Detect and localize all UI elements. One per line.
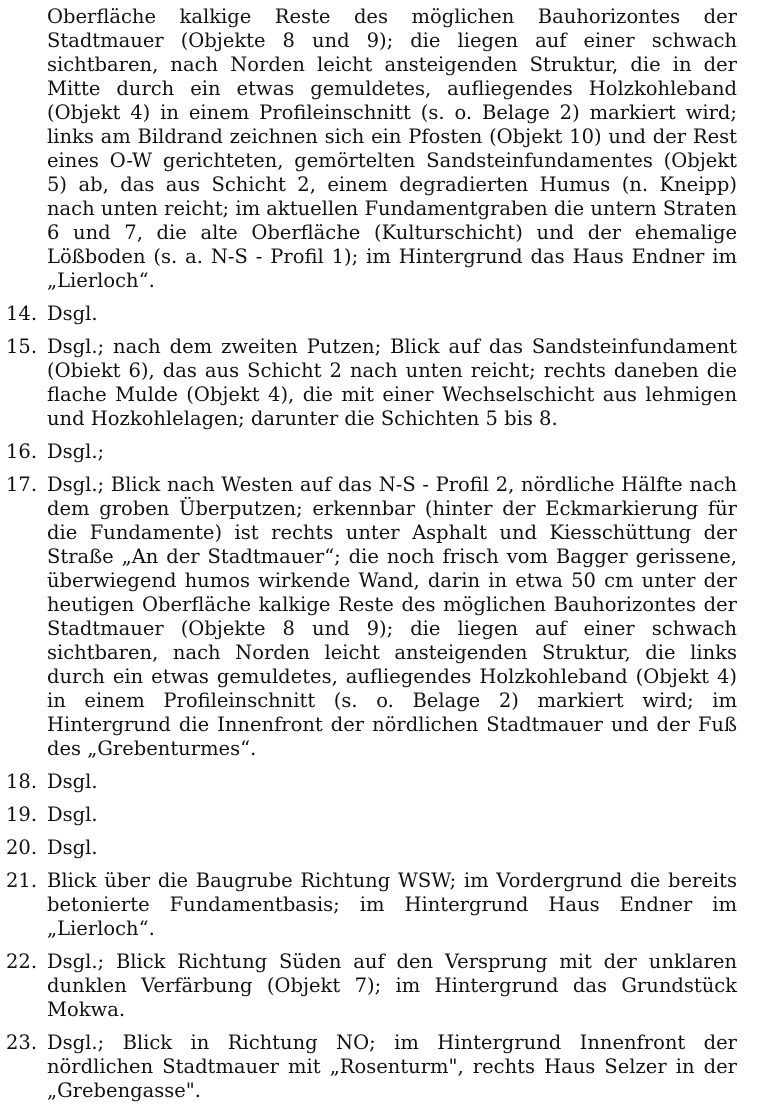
item-number: 17. (6, 473, 38, 496)
continuation-paragraph: Oberfläche kalkige Reste des möglichen Bauhorizontes der Stadtmauer (Objekte 8 und 9); die liegen auf einer schwach sichtbaren, nach Norden leicht ansteigenden Struktur, die in der Mitte durch ein etwas gemuldetes, aufliegendes Holzkohleband (Objekt 4) in einem Profileinschnitt (s. o. Belage 2) markiert wird; links am Bildrand zeichnen sich ein Pfosten (Objekt 10) und der Rest eines O-W gerichteten, gemörtelten Sandsteinfundamentes (Objekt 5) ab, das aus Schicht 2, einem degradierten Humus (n. Kneipp) nach unten reicht; im aktuellen Fundamentgraben die untern Straten 6 und 7, die alte Oberfläche (Kulturschicht) und der ehemalige Lößboden (s. a. N-S - Profil 1); im Hintergrund das Haus Endner im „Lierloch“. (47, 5, 737, 292)
item-text: Dsgl. (47, 302, 98, 325)
list-item (0, 836, 768, 860)
photo-caption-list (0, 302, 768, 1103)
item-number: 23. (6, 1031, 38, 1054)
list-item (0, 869, 768, 941)
list-item (0, 1031, 768, 1103)
list-item (0, 335, 768, 431)
item-number: 22. (6, 950, 38, 973)
item-text: Dsgl.; nach dem zweiten Putzen; Blick auf das Sandsteinfundament (Obiekt 6), das aus Schicht 2 nach unten reicht; rechts daneben die flache Mulde (Objekt 4), die mit einer Wechselschicht aus lehmigen und Hozkohlelagen; darunter die Schichten 5 bis 8. (47, 335, 737, 430)
list-item (0, 770, 768, 794)
item-text: Dsgl.; Blick nach Westen auf das N-S - Profil 2, nördliche Hälfte nach dem groben Überputzen; erkennbar (hinter der Eckmarkierung für die Fundamente) ist rechts unter Asphalt und Kiesschüttung der Straße „An der Stadtmauer“; die noch frisch vom Bagger gerissene, überwiegend humos wirkende Wand, darin in etwa 50 cm unter der heutigen Oberfläche kalkige Reste des möglichen Bauhorizontes der Stadtmauer (Objekte 8 und 9); die liegen auf einer schwach sichtbaren, nach Norden leicht ansteigenden Struktur, die links durch ein etwas gemuldetes, aufliegendes Holzkohleband (Objekt 4) in einem Profileinschnitt (s. o. Belage 2) markiert wird; im Hintergrund die Innenfront der nördlichen Stadtmauer und der Fuß des „Grebenturmes“. (47, 473, 737, 760)
item-text: Dsgl.; (47, 440, 105, 463)
item-number: 15. (6, 335, 38, 358)
list-item (0, 803, 768, 827)
item-text: Dsgl. (47, 803, 98, 826)
list-item (0, 473, 768, 761)
item-number: 16. (6, 440, 38, 463)
item-text: Blick über die Baugrube Richtung WSW; im Vordergrund die bereits betonierte Fundamentbasis; im Hintergrund Haus Endner im „Lierloch“. (47, 869, 737, 940)
list-item (0, 440, 768, 464)
list-item (0, 950, 768, 1022)
item-text: Dsgl. (47, 770, 98, 793)
item-number: 21. (6, 869, 38, 892)
item-number: 20. (6, 836, 38, 859)
item-number: 18. (6, 770, 38, 793)
item-number: 19. (6, 803, 38, 826)
list-item (0, 302, 768, 326)
item-text: Dsgl.; Blick in Richtung NO; im Hintergrund Innenfront der nördlichen Stadtmauer mit „Rosenturm", rechts Haus Selzer in der „Grebengasse". (47, 1031, 737, 1102)
item-text: Dsgl. (47, 836, 98, 859)
item-text: Dsgl.; Blick Richtung Süden auf den Versprung mit der unklaren dunklen Verfärbung (Objekt 7); im Hintergrund das Grundstück Mokwa. (47, 950, 737, 1021)
item-number: 14. (6, 302, 38, 325)
